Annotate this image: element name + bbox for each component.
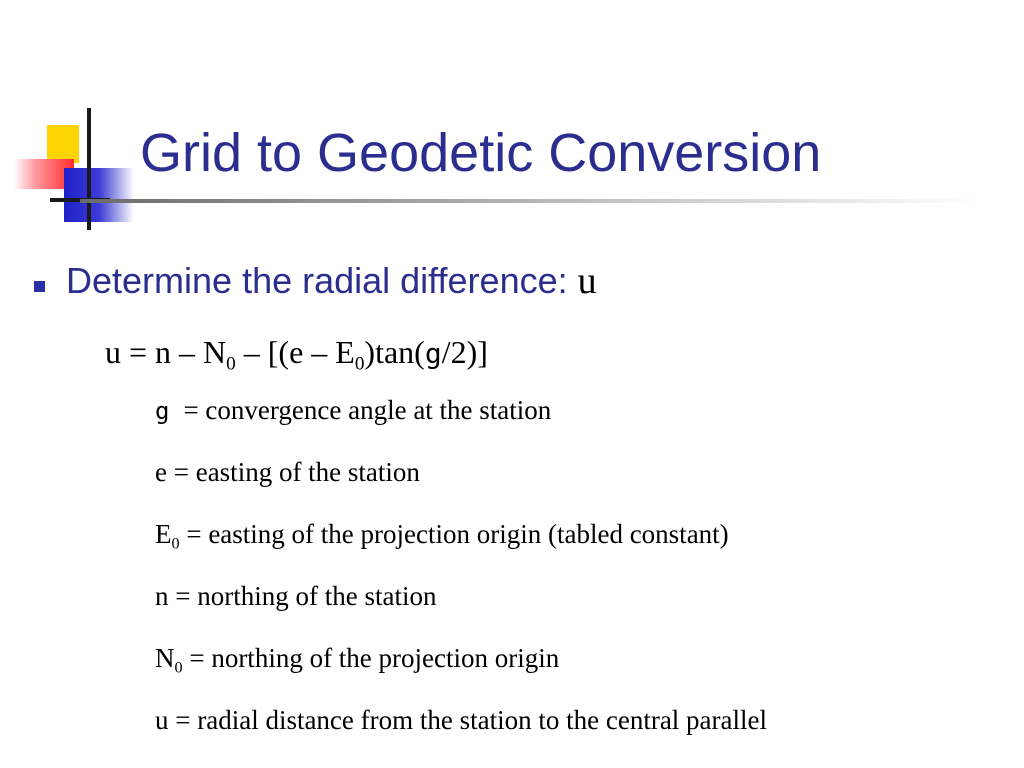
- definition-N0-text: = northing of the projection origin: [182, 643, 560, 673]
- formula-part-4: /2)]: [441, 334, 488, 370]
- definition-N0-base: N: [155, 643, 175, 673]
- formula-part-1: u = n – N: [105, 334, 227, 370]
- formula-part-2: – [(e – E: [235, 334, 355, 370]
- slide-logo-decoration: [0, 100, 140, 230]
- title-underline-rule: [80, 199, 980, 203]
- logo-yellow-square: [47, 125, 79, 163]
- definition-E0: [155, 516, 767, 578]
- definition-E0-text: = easting of the projection origin (tabled constant): [179, 519, 729, 549]
- bullet-heading: [66, 259, 597, 303]
- logo-blue-gradient-square: [64, 168, 134, 222]
- formula-sub-2: 0: [354, 353, 365, 375]
- definitions-list: [155, 392, 767, 764]
- slide-title: Grid to Geodetic Conversion: [140, 123, 822, 183]
- formula-gamma-symbol: g: [424, 337, 442, 370]
- definition-gamma-text: = convergence angle at the station: [183, 395, 552, 425]
- definition-u: [155, 702, 767, 764]
- definition-u-text: u = radial distance from the station to the central parallel: [155, 705, 767, 735]
- definition-N0-sub: 0: [174, 658, 183, 677]
- bullet-heading-text: Determine the radial difference:: [66, 260, 568, 301]
- definition-e-text: e = easting of the station: [155, 457, 420, 487]
- logo-vertical-line: [87, 108, 91, 230]
- radial-difference-formula: [105, 334, 488, 376]
- definition-gamma-symbol: g: [155, 397, 170, 425]
- formula-part-3: )tan(: [364, 334, 425, 370]
- definition-E0-base: E: [155, 519, 172, 549]
- definition-n: [155, 578, 767, 640]
- definition-n-text: n = northing of the station: [155, 581, 437, 611]
- formula-sub-1: 0: [226, 353, 236, 375]
- bullet-heading-variable: u: [577, 260, 597, 302]
- definition-gamma: [155, 392, 767, 454]
- definition-e: [155, 454, 767, 516]
- definition-E0-sub: 0: [171, 534, 180, 553]
- definition-N0: [155, 640, 767, 702]
- bullet-square-icon: [34, 281, 45, 292]
